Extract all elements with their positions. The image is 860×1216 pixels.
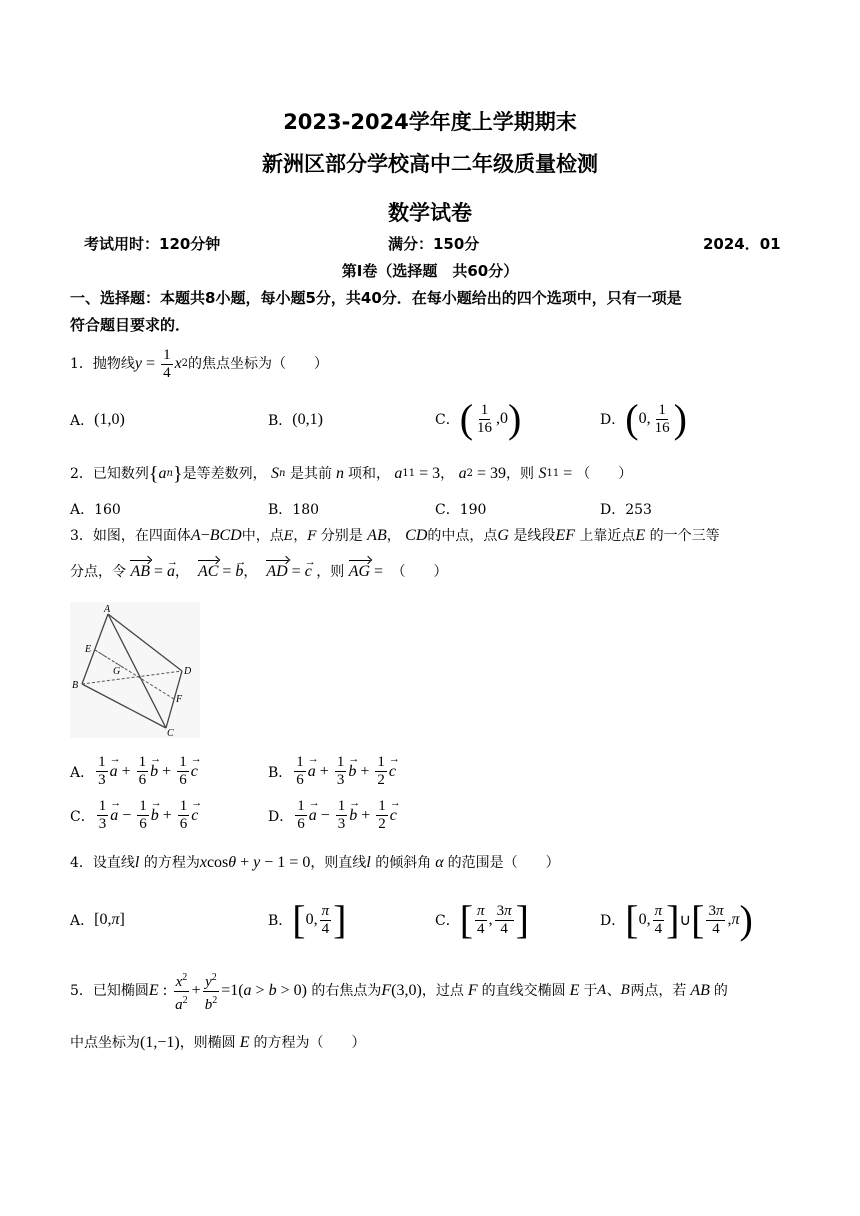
label-F: F: [176, 694, 183, 705]
q2-option-a: A．160: [70, 502, 121, 518]
q4-option-b: B． [ 0, $\frac{\pi}{4}$ ]: [268, 897, 347, 942]
question-5-line-2: 中点坐标为(1,−1)，则椭圆 E 的方程为（ ）: [70, 1034, 366, 1051]
section-instructions-2: 符合题目要求的．: [70, 316, 191, 334]
q4-option-a: A． [0, π ]: [70, 911, 125, 929]
q1-option-b: B． (0,1): [268, 411, 323, 429]
question-3-line-2: 分点，令 AB = → a， AC = → b， AD = → c ，则 AG = （ ）: [70, 562, 448, 582]
q3-option-b: B． $\frac{1}{6}$ → a + $\frac{1}{3}$ → b + $\frac{1}{2}$ → c: [268, 754, 396, 789]
q1-fraction: $\frac{1}{4}$: [163, 346, 171, 381]
q1-option-a: A． (1,0): [70, 411, 125, 429]
q1-prefix: 1．抛物线: [70, 356, 135, 372]
q4-option-c: C． [ $\frac{\pi}{4}$ , $\frac{3\pi}{4}$ ]: [435, 897, 529, 942]
q1-option-d: D． ( 0, $\frac{1}{16}$ ): [600, 396, 687, 441]
label-G: G: [113, 666, 121, 677]
exam-time: 考试用时：120分钟: [84, 235, 221, 253]
question-5-line-1: 5．已知椭圆 E : $\frac{x^2}{a^2}$ + $\frac{y^2}{b^2}$ =1( a > b > 0) 的右焦点为 F (3,0) ，过点 F 的直线交椭圆 E 于 A 、 B 两点，若 AB 的: [70, 968, 728, 1014]
question-4: 4．设直线l 的方程为xcosθ + y − 1 = 0，则直线l 的倾斜角 α 的范围是（ ）: [70, 854, 560, 871]
exam-title-school: 新洲区部分学校高中二年级质量检测: [262, 152, 598, 176]
q3-option-d: D． $\frac{1}{6}$ → a − $\frac{1}{3}$ → b + $\frac{1}{2}$ → c: [268, 798, 397, 833]
exam-score: 满分：150分: [388, 235, 480, 253]
label-A: A: [104, 604, 111, 615]
section-instructions-1: 一、选择题：本题共8小题，每小题5分，共40分．在每小题给出的四个选项中，只有一项是: [70, 289, 682, 307]
label-B: B: [72, 680, 79, 691]
q2-option-c: C．190: [435, 502, 487, 518]
tetrahedron-figure: [70, 602, 200, 738]
q3-option-c: C． $\frac{1}{3}$ → a − $\frac{1}{6}$ → b + $\frac{1}{6}$ → c: [70, 798, 198, 833]
q1-suffix: 的焦点坐标为（ ）: [188, 356, 329, 372]
q3-option-a: A． $\frac{1}{3}$ → a + $\frac{1}{6}$ → b + $\frac{1}{6}$ → c: [70, 754, 198, 789]
q2-option-b: B．180: [268, 502, 320, 518]
q4-option-d: D． [ 0, $\frac{\pi}{4}$ ] ∪ [ $\frac{3\pi}{4}$ , π ): [600, 897, 753, 942]
q2-option-d: D．253: [600, 502, 652, 518]
q1-option-c: C． ( $\frac{1}{16}$ ,0 ): [435, 396, 522, 441]
question-1: 1．抛物线 y = $\frac{1}{4}$ x 2 的焦点坐标为（ ）: [70, 346, 329, 381]
question-2: 2．已知数列 { a n } 是等差数列， S n 是其前 n 项和， a 11 = 3 ， a 2 = 39 ，则 S 11 = （ ）: [70, 463, 633, 485]
label-C: C: [167, 728, 174, 738]
exam-title-subject: 数学试卷: [388, 201, 472, 225]
label-D: D: [184, 666, 192, 677]
volume-heading: 第I卷（选择题 共60分）: [341, 262, 519, 280]
exam-date: 2024．01: [703, 235, 781, 253]
question-3-line-1: 3．如图，在四面体A−BCD中，点E，F 分别是 AB， CD的中点，点G 是线段EF 上靠近点E 的一个三等: [70, 527, 720, 544]
exam-title-year: 2023-2024学年度上学期期末: [283, 110, 577, 134]
label-E: E: [85, 644, 92, 655]
